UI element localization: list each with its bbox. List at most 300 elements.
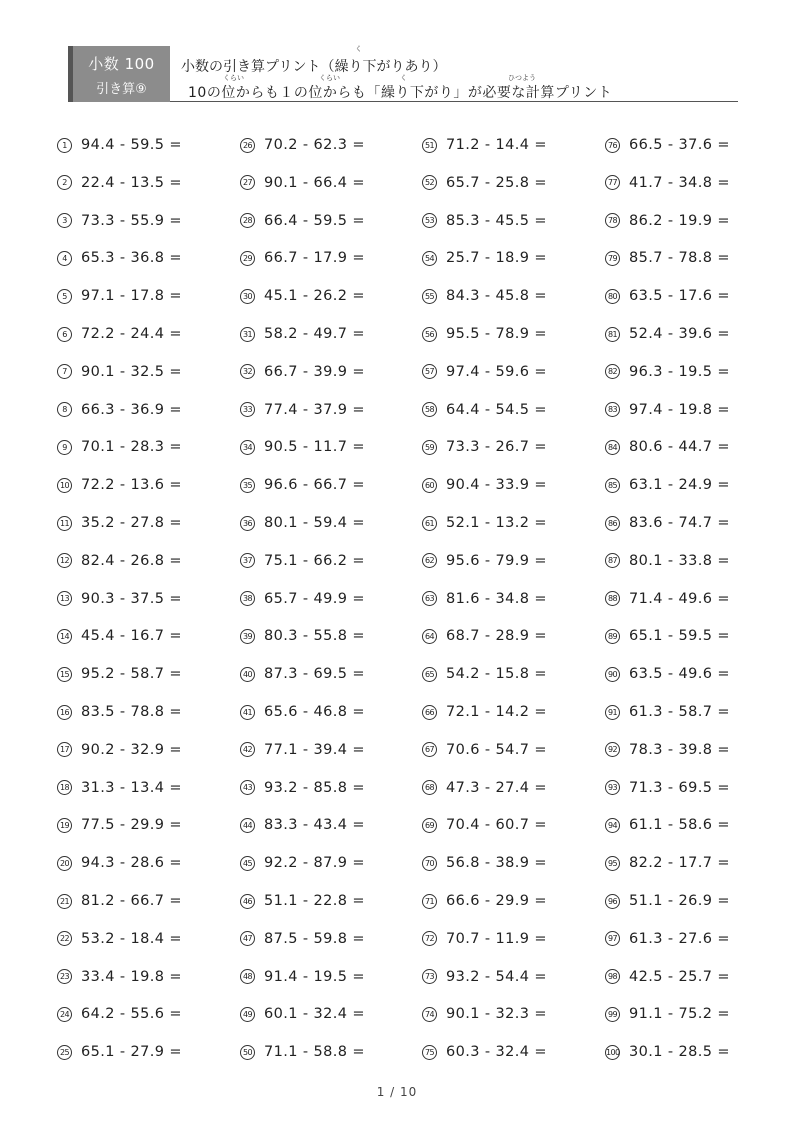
problem-number: 27 xyxy=(240,175,255,190)
problem-number: 13 xyxy=(57,591,72,606)
problem-expression: 90.4 - 33.9 = xyxy=(446,477,547,494)
problem-item xyxy=(57,777,182,799)
ruby-kurai-2: くらい xyxy=(319,74,340,82)
problem-expression: 95.6 - 79.9 = xyxy=(446,552,547,569)
problem-item xyxy=(57,399,182,421)
problem-number: 1 xyxy=(57,138,72,153)
problem-item xyxy=(422,966,547,988)
problem-number: 92 xyxy=(605,742,620,757)
problem-expression: 85.3 - 45.5 = xyxy=(446,212,547,229)
problem-expression: 96.6 - 66.7 = xyxy=(264,477,365,494)
problem-number: 73 xyxy=(422,969,437,984)
problem-expression: 80.1 - 59.4 = xyxy=(264,515,365,531)
problem-number: 90 xyxy=(605,667,620,682)
problem-number: 63 xyxy=(422,591,437,606)
problem-item xyxy=(422,512,547,534)
problem-expression: 45.4 - 16.7 = xyxy=(81,628,182,645)
problem-expression: 73.3 - 26.7 = xyxy=(446,439,547,456)
problem-number: 47 xyxy=(240,931,255,946)
problem-expression: 81.6 - 34.8 = xyxy=(446,590,547,607)
problem-number: 22 xyxy=(57,931,72,946)
problem-number: 84 xyxy=(605,440,620,455)
ruby-hitsuyou: ひつよう xyxy=(508,74,536,82)
problem-number: 17 xyxy=(57,742,72,757)
problem-number: 35 xyxy=(240,478,255,493)
problem-item xyxy=(57,550,182,572)
problem-number: 38 xyxy=(240,591,255,606)
problem-expression: 51.1 - 26.9 = xyxy=(629,893,730,909)
problem-number: 93 xyxy=(605,780,620,795)
problem-item xyxy=(422,172,547,194)
problem-item xyxy=(57,474,182,496)
problem-number: 64 xyxy=(422,629,437,644)
problem-item xyxy=(57,172,182,194)
problem-item xyxy=(240,323,365,345)
problem-number: 31 xyxy=(240,327,255,342)
problem-number: 3 xyxy=(57,213,72,228)
problem-expression: 96.3 - 19.5 = xyxy=(629,363,730,380)
problem-number: 50 xyxy=(240,1045,255,1060)
problem-expression: 61.1 - 58.6 = xyxy=(629,817,730,834)
problem-expression: 58.2 - 49.7 = xyxy=(264,326,365,342)
problem-expression: 90.1 - 32.5 = xyxy=(81,363,182,380)
problem-item xyxy=(605,663,730,685)
problem-number: 16 xyxy=(57,705,72,720)
problem-expression: 73.3 - 55.9 = xyxy=(81,212,182,229)
problem-number: 46 xyxy=(240,894,255,909)
problem-item xyxy=(57,512,182,534)
problem-expression: 83.3 - 43.4 = xyxy=(264,817,365,834)
problem-number: 44 xyxy=(240,818,255,833)
problem-expression: 93.2 - 85.8 = xyxy=(264,779,365,796)
problem-expression: 61.3 - 58.7 = xyxy=(629,704,730,720)
problem-item xyxy=(422,852,547,874)
problem-item xyxy=(605,247,730,269)
problem-expression: 66.4 - 59.5 = xyxy=(264,212,365,229)
problem-expression: 52.1 - 13.2 = xyxy=(446,515,547,531)
problem-item xyxy=(57,852,182,874)
problem-item xyxy=(422,550,547,572)
problem-number: 100 xyxy=(605,1045,620,1060)
problem-item xyxy=(605,814,730,836)
problem-item xyxy=(240,663,365,685)
problem-number: 14 xyxy=(57,629,72,644)
problem-expression: 61.3 - 27.6 = xyxy=(629,930,730,947)
problem-number: 94 xyxy=(605,818,620,833)
problem-item xyxy=(422,1041,547,1063)
problem-expression: 63.5 - 17.6 = xyxy=(629,288,730,305)
problem-number: 41 xyxy=(240,705,255,720)
problem-number: 78 xyxy=(605,213,620,228)
problem-expression: 77.4 - 37.9 = xyxy=(264,401,365,418)
problem-expression: 92.2 - 87.9 = xyxy=(264,855,365,872)
problem-expression: 80.1 - 33.8 = xyxy=(629,552,730,569)
problem-item xyxy=(240,701,365,723)
problem-number: 51 xyxy=(422,138,437,153)
problem-item xyxy=(605,966,730,988)
problem-item xyxy=(422,474,547,496)
ruby-kurai-1: くらい xyxy=(223,74,244,82)
problem-item xyxy=(240,966,365,988)
problem-expression: 78.3 - 39.8 = xyxy=(629,741,730,758)
problem-item xyxy=(57,210,182,232)
problem-item xyxy=(605,777,730,799)
problem-item xyxy=(57,588,182,610)
problem-number: 49 xyxy=(240,1007,255,1022)
problem-expression: 90.1 - 32.3 = xyxy=(446,1006,547,1023)
problem-number: 77 xyxy=(605,175,620,190)
problem-expression: 66.5 - 37.6 = xyxy=(629,137,730,153)
problem-item xyxy=(57,1041,182,1063)
problem-item xyxy=(605,399,730,421)
problem-item xyxy=(605,890,730,912)
problem-number: 6 xyxy=(57,327,72,342)
problem-number: 19 xyxy=(57,818,72,833)
problem-number: 26 xyxy=(240,138,255,153)
problem-number: 24 xyxy=(57,1007,72,1022)
problem-expression: 30.1 - 28.5 = xyxy=(629,1044,730,1061)
problem-expression: 85.7 - 78.8 = xyxy=(629,250,730,267)
badge-title: 小数 100 xyxy=(88,55,155,73)
problem-item xyxy=(605,852,730,874)
problem-expression: 22.4 - 13.5 = xyxy=(81,174,182,191)
problem-expression: 70.2 - 62.3 = xyxy=(264,137,365,153)
problem-expression: 71.1 - 58.8 = xyxy=(264,1044,365,1061)
problem-number: 7 xyxy=(57,364,72,379)
problem-number: 95 xyxy=(605,856,620,871)
problem-expression: 83.5 - 78.8 = xyxy=(81,704,182,720)
problem-item xyxy=(240,172,365,194)
problem-item xyxy=(605,436,730,458)
problem-number: 97 xyxy=(605,931,620,946)
problem-expression: 71.3 - 69.5 = xyxy=(629,779,730,796)
problem-item xyxy=(422,588,547,610)
problem-number: 15 xyxy=(57,667,72,682)
problem-item xyxy=(57,134,182,156)
problem-expression: 65.1 - 59.5 = xyxy=(629,628,730,645)
problem-item xyxy=(422,814,547,836)
page-subtitle: 10の位からも１の位からも「繰り下がり」が必要な計算プリント xyxy=(188,85,613,101)
problem-number: 62 xyxy=(422,553,437,568)
problem-item xyxy=(240,928,365,950)
problem-number: 71 xyxy=(422,894,437,909)
problem-expression: 47.3 - 27.4 = xyxy=(446,779,547,796)
problem-expression: 86.2 - 19.9 = xyxy=(629,212,730,229)
problem-number: 57 xyxy=(422,364,437,379)
problem-expression: 93.2 - 54.4 = xyxy=(446,968,547,985)
problem-item xyxy=(240,550,365,572)
problem-expression: 77.5 - 29.9 = xyxy=(81,817,182,834)
problem-item xyxy=(240,399,365,421)
problem-number: 75 xyxy=(422,1045,437,1060)
problem-number: 87 xyxy=(605,553,620,568)
problem-number: 98 xyxy=(605,969,620,984)
problem-number: 79 xyxy=(605,251,620,266)
problem-item xyxy=(57,701,182,723)
problem-expression: 95.2 - 58.7 = xyxy=(81,666,182,683)
problem-expression: 63.5 - 49.6 = xyxy=(629,666,730,683)
problem-number: 30 xyxy=(240,289,255,304)
problem-item xyxy=(422,399,547,421)
problem-item xyxy=(605,210,730,232)
problem-expression: 65.7 - 49.9 = xyxy=(264,590,365,607)
problem-expression: 63.1 - 24.9 = xyxy=(629,477,730,494)
problem-expression: 90.1 - 66.4 = xyxy=(264,174,365,191)
problem-number: 66 xyxy=(422,705,437,720)
problem-expression: 97.4 - 59.6 = xyxy=(446,363,547,380)
problem-number: 91 xyxy=(605,705,620,720)
problem-item xyxy=(605,285,730,307)
problem-number: 45 xyxy=(240,856,255,871)
problem-number: 86 xyxy=(605,516,620,531)
problem-expression: 94.4 - 59.5 = xyxy=(81,137,182,153)
problem-expression: 66.7 - 17.9 = xyxy=(264,250,365,267)
problem-item xyxy=(57,323,182,345)
problem-item xyxy=(605,172,730,194)
problem-item xyxy=(422,928,547,950)
problem-expression: 68.7 - 28.9 = xyxy=(446,628,547,645)
problem-item xyxy=(240,210,365,232)
problem-number: 18 xyxy=(57,780,72,795)
problem-expression: 71.2 - 14.4 = xyxy=(446,137,547,153)
problem-item xyxy=(57,436,182,458)
problem-number: 8 xyxy=(57,402,72,417)
problem-expression: 72.2 - 13.6 = xyxy=(81,477,182,494)
problem-item xyxy=(605,588,730,610)
problem-expression: 71.4 - 49.6 = xyxy=(629,590,730,607)
problem-number: 60 xyxy=(422,478,437,493)
problem-number: 39 xyxy=(240,629,255,644)
problem-item xyxy=(422,625,547,647)
problem-number: 43 xyxy=(240,780,255,795)
problem-number: 70 xyxy=(422,856,437,871)
problem-item xyxy=(240,777,365,799)
problem-expression: 83.6 - 74.7 = xyxy=(629,515,730,531)
problem-expression: 90.2 - 32.9 = xyxy=(81,741,182,758)
problem-expression: 53.2 - 18.4 = xyxy=(81,930,182,947)
problem-expression: 70.1 - 28.3 = xyxy=(81,439,182,456)
problem-item xyxy=(57,890,182,912)
problem-expression: 82.2 - 17.7 = xyxy=(629,855,730,872)
problem-item xyxy=(57,663,182,685)
problem-expression: 72.2 - 24.4 = xyxy=(81,326,182,342)
problem-expression: 66.6 - 29.9 = xyxy=(446,893,547,909)
problem-expression: 31.3 - 13.4 = xyxy=(81,779,182,796)
problem-number: 81 xyxy=(605,327,620,342)
problem-number: 2 xyxy=(57,175,72,190)
problem-item xyxy=(422,436,547,458)
problem-number: 58 xyxy=(422,402,437,417)
problem-item xyxy=(605,512,730,534)
problem-number: 42 xyxy=(240,742,255,757)
problem-expression: 41.7 - 34.8 = xyxy=(629,174,730,191)
problem-expression: 54.2 - 15.8 = xyxy=(446,666,547,683)
problem-number: 5 xyxy=(57,289,72,304)
problem-expression: 77.1 - 39.4 = xyxy=(264,741,365,758)
problem-expression: 91.4 - 19.5 = xyxy=(264,968,365,985)
problem-expression: 82.4 - 26.8 = xyxy=(81,552,182,569)
problem-item xyxy=(57,966,182,988)
problem-item xyxy=(240,436,365,458)
problem-number: 65 xyxy=(422,667,437,682)
problem-number: 85 xyxy=(605,478,620,493)
problem-item xyxy=(240,1003,365,1025)
problem-expression: 70.4 - 60.7 = xyxy=(446,817,547,834)
problem-expression: 64.2 - 55.6 = xyxy=(81,1006,182,1023)
problem-expression: 45.1 - 26.2 = xyxy=(264,288,365,305)
problem-number: 32 xyxy=(240,364,255,379)
problem-item xyxy=(57,1003,182,1025)
problem-item xyxy=(422,247,547,269)
problem-expression: 65.6 - 46.8 = xyxy=(264,704,365,720)
problem-item xyxy=(605,474,730,496)
problem-expression: 51.1 - 22.8 = xyxy=(264,893,365,909)
problem-number: 82 xyxy=(605,364,620,379)
problem-expression: 60.3 - 32.4 = xyxy=(446,1044,547,1061)
problem-item xyxy=(605,1041,730,1063)
problem-item xyxy=(605,701,730,723)
problem-number: 21 xyxy=(57,894,72,909)
problem-expression: 25.7 - 18.9 = xyxy=(446,250,547,267)
problem-item xyxy=(240,1041,365,1063)
problem-item xyxy=(605,550,730,572)
problem-number: 76 xyxy=(605,138,620,153)
problem-item xyxy=(422,890,547,912)
problem-expression: 66.7 - 39.9 = xyxy=(264,363,365,380)
problem-number: 4 xyxy=(57,251,72,266)
problem-number: 12 xyxy=(57,553,72,568)
problem-item xyxy=(57,814,182,836)
problem-number: 89 xyxy=(605,629,620,644)
problem-number: 69 xyxy=(422,818,437,833)
problem-expression: 65.3 - 36.8 = xyxy=(81,250,182,267)
problem-number: 83 xyxy=(605,402,620,417)
problem-number: 80 xyxy=(605,289,620,304)
problem-expression: 70.7 - 11.9 = xyxy=(446,930,547,947)
problem-item xyxy=(240,512,365,534)
problem-expression: 90.5 - 11.7 = xyxy=(264,439,365,456)
problem-expression: 95.5 - 78.9 = xyxy=(446,326,547,342)
problem-item xyxy=(422,323,547,345)
problem-item xyxy=(605,625,730,647)
problem-expression: 65.7 - 25.8 = xyxy=(446,174,547,191)
problem-expression: 52.4 - 39.6 = xyxy=(629,326,730,342)
problem-expression: 84.3 - 45.8 = xyxy=(446,288,547,305)
problem-item xyxy=(57,928,182,950)
problem-item xyxy=(57,285,182,307)
problem-item xyxy=(605,1003,730,1025)
problem-number: 59 xyxy=(422,440,437,455)
problem-number: 54 xyxy=(422,251,437,266)
problem-item xyxy=(240,739,365,761)
problem-item xyxy=(605,323,730,345)
problem-expression: 97.4 - 19.8 = xyxy=(629,401,730,418)
page-number: 1 / 10 xyxy=(376,1085,418,1099)
problem-expression: 70.6 - 54.7 = xyxy=(446,741,547,758)
problem-number: 34 xyxy=(240,440,255,455)
problem-expression: 72.1 - 14.2 = xyxy=(446,704,547,720)
problem-expression: 87.3 - 69.5 = xyxy=(264,666,365,683)
problem-item xyxy=(422,134,547,156)
problem-number: 56 xyxy=(422,327,437,342)
ruby-kuri-2: く xyxy=(400,74,407,82)
problem-item xyxy=(422,777,547,799)
problem-number: 67 xyxy=(422,742,437,757)
problem-expression: 90.3 - 37.5 = xyxy=(81,590,182,607)
problem-number: 33 xyxy=(240,402,255,417)
problem-expression: 33.4 - 19.8 = xyxy=(81,968,182,985)
problem-item xyxy=(422,1003,547,1025)
problem-item xyxy=(57,625,182,647)
problem-item xyxy=(240,247,365,269)
problem-item xyxy=(240,625,365,647)
ruby-kuri: く xyxy=(355,45,362,53)
problem-number: 9 xyxy=(57,440,72,455)
problem-number: 61 xyxy=(422,516,437,531)
problem-item xyxy=(240,852,365,874)
problem-number: 53 xyxy=(422,213,437,228)
problem-item xyxy=(605,928,730,950)
problem-item xyxy=(422,210,547,232)
problem-number: 48 xyxy=(240,969,255,984)
problem-item xyxy=(240,285,365,307)
problem-item xyxy=(422,701,547,723)
problem-expression: 80.3 - 55.8 = xyxy=(264,628,365,645)
problem-expression: 97.1 - 17.8 = xyxy=(81,288,182,305)
problem-item xyxy=(57,361,182,383)
page-title: 小数の引き算プリント（繰り下がりあり） xyxy=(181,59,447,75)
problem-item xyxy=(422,285,547,307)
problem-number: 36 xyxy=(240,516,255,531)
problem-expression: 87.5 - 59.8 = xyxy=(264,930,365,947)
problem-expression: 42.5 - 25.7 = xyxy=(629,968,730,985)
problem-item xyxy=(240,814,365,836)
problem-number: 37 xyxy=(240,553,255,568)
problem-number: 25 xyxy=(57,1045,72,1060)
problem-number: 74 xyxy=(422,1007,437,1022)
problem-number: 40 xyxy=(240,667,255,682)
problem-expression: 64.4 - 54.5 = xyxy=(446,401,547,418)
problem-number: 20 xyxy=(57,856,72,871)
problem-expression: 94.3 - 28.6 = xyxy=(81,855,182,872)
problem-number: 10 xyxy=(57,478,72,493)
problem-number: 52 xyxy=(422,175,437,190)
problem-expression: 65.1 - 27.9 = xyxy=(81,1044,182,1061)
problem-number: 99 xyxy=(605,1007,620,1022)
problem-item xyxy=(57,739,182,761)
problem-expression: 66.3 - 36.9 = xyxy=(81,401,182,418)
problem-item xyxy=(422,739,547,761)
problem-number: 72 xyxy=(422,931,437,946)
problem-item xyxy=(422,361,547,383)
problem-item xyxy=(240,134,365,156)
problem-item xyxy=(240,361,365,383)
problem-number: 96 xyxy=(605,894,620,909)
problem-number: 68 xyxy=(422,780,437,795)
badge-subtitle: 引き算⑨ xyxy=(96,82,147,97)
problem-number: 28 xyxy=(240,213,255,228)
problem-expression: 75.1 - 66.2 = xyxy=(264,552,365,569)
problem-expression: 56.8 - 38.9 = xyxy=(446,855,547,872)
problem-item xyxy=(605,361,730,383)
problem-expression: 80.6 - 44.7 = xyxy=(629,439,730,456)
problem-expression: 91.1 - 75.2 = xyxy=(629,1006,730,1023)
problem-item xyxy=(240,890,365,912)
problem-number: 23 xyxy=(57,969,72,984)
problem-item xyxy=(605,134,730,156)
problem-number: 55 xyxy=(422,289,437,304)
problem-item xyxy=(605,739,730,761)
